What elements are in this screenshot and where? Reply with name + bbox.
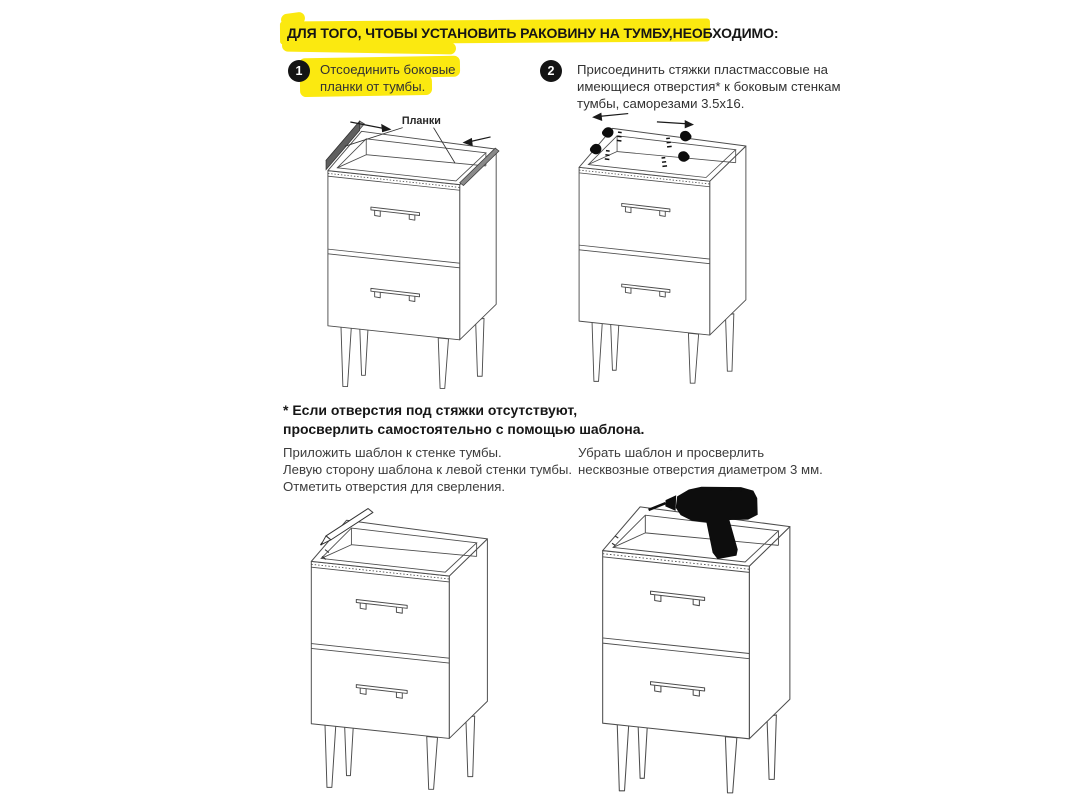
instr-left-line-1: Приложить шаблон к стенке тумбы. bbox=[283, 445, 502, 460]
template-note bbox=[283, 401, 644, 439]
step-1-badge: 1 bbox=[288, 60, 310, 82]
planks-label: Планки bbox=[401, 114, 441, 127]
step-1-text bbox=[320, 61, 456, 95]
diagram-mark-holes bbox=[280, 498, 505, 793]
instructions-left bbox=[283, 444, 572, 495]
step-2-line-2: имеющиеся отверстия* к боковым стенкам bbox=[577, 79, 841, 94]
step-1-line-1: Отсоединить боковые bbox=[320, 62, 456, 77]
arrow-left-icon bbox=[592, 113, 628, 121]
instructions-right bbox=[578, 444, 823, 478]
title-highlight-swipe bbox=[282, 39, 456, 54]
diagram-remove-planks bbox=[298, 110, 513, 392]
instr-right-line-1: Убрать шаблон и просверлить bbox=[578, 445, 765, 460]
diagram-drill-holes bbox=[565, 484, 813, 796]
note-line-1: * Если отверстия под стяжки отсутствуют, bbox=[283, 402, 578, 418]
diagram-attach-brackets bbox=[545, 108, 767, 386]
step-2-line-1: Присоединить стяжки пластмассовые на bbox=[577, 62, 828, 77]
instr-left-line-3: Отметить отверстия для сверления. bbox=[283, 479, 506, 494]
step-2-badge: 2 bbox=[540, 60, 562, 82]
step-2-text bbox=[577, 61, 841, 112]
instr-right-line-2: несквозные отверстия диаметром 3 мм. bbox=[578, 462, 823, 477]
instr-left-line-2: Левую сторону шаблона к левой стенки тумбы. bbox=[283, 462, 573, 477]
step-2-line-3: тумбы, саморезами 3.5х16. bbox=[577, 96, 745, 111]
arrow-right-icon bbox=[657, 120, 694, 128]
note-line-2: просверлить самостоятельно с помощью шаблона. bbox=[283, 421, 645, 437]
page-title: ДЛЯ ТОГО, ЧТОБЫ УСТАНОВИТЬ РАКОВИНУ НА ТУМБУ,НЕОБХОДИМО: bbox=[287, 25, 779, 41]
step-1-line-2: планки от тумбы. bbox=[320, 79, 426, 94]
